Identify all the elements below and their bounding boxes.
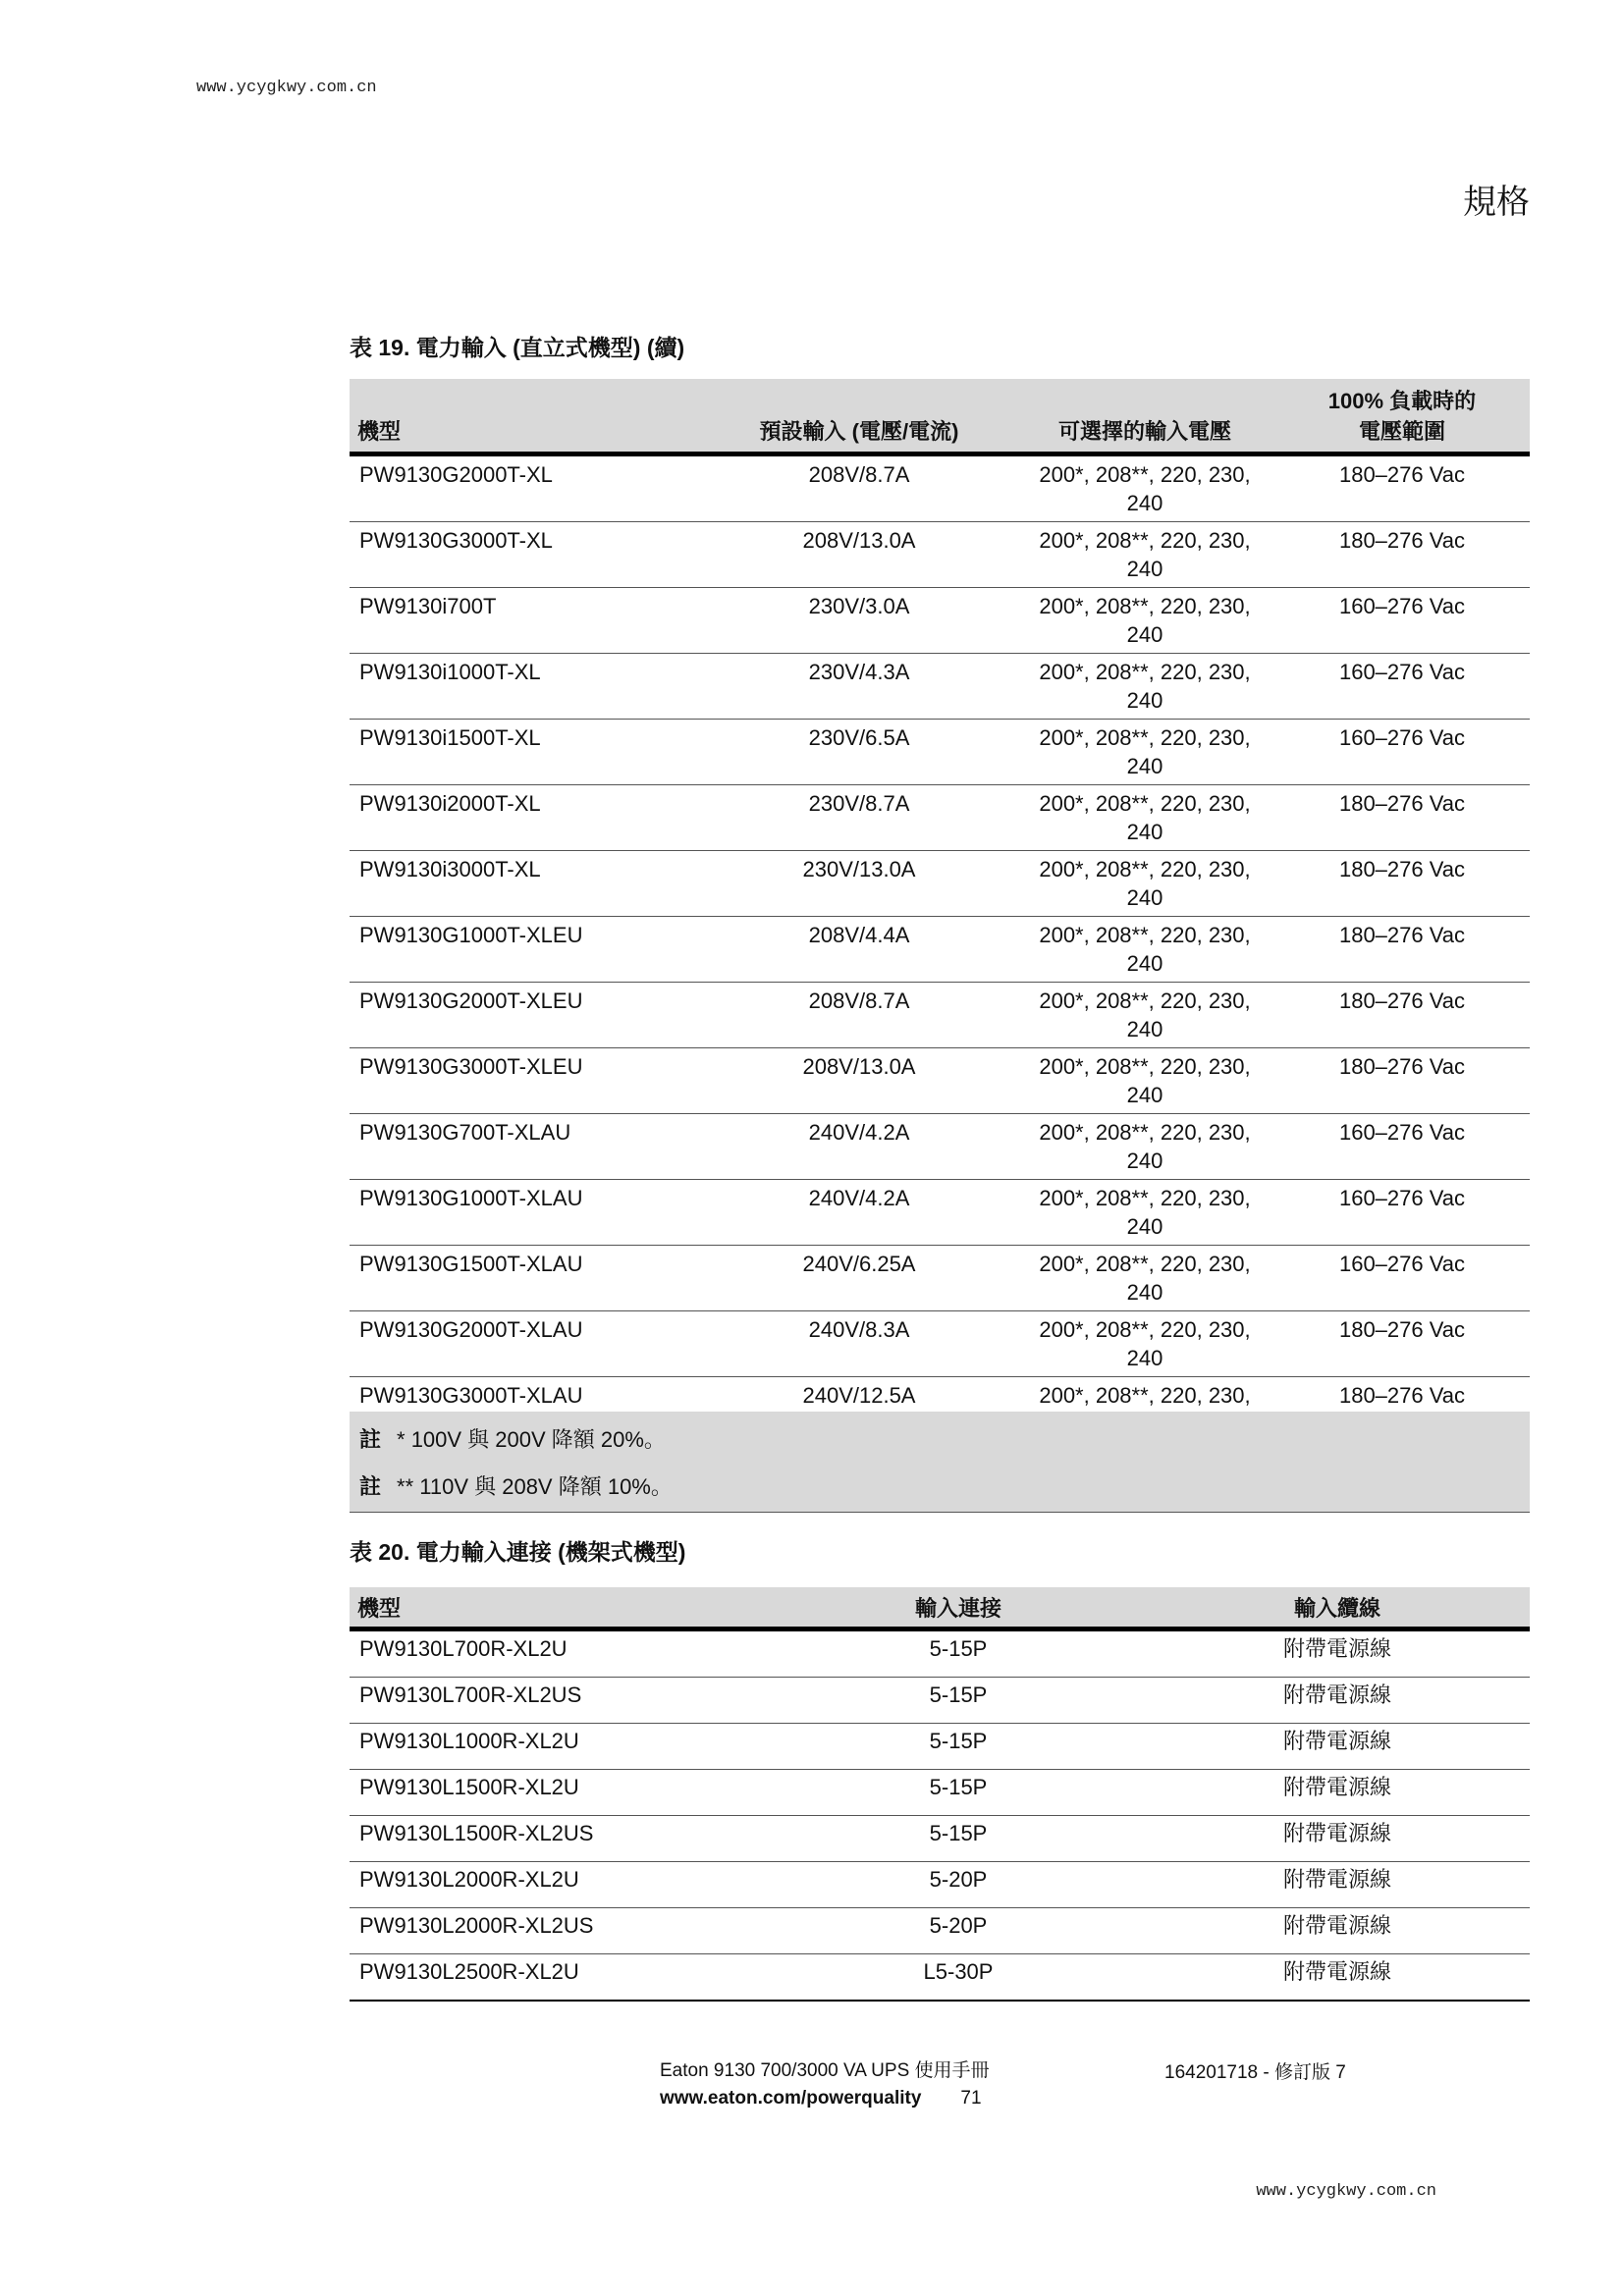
voltages-line1: 200*, 208**, 220, 230, <box>1039 594 1251 618</box>
table-row <box>350 1678 1530 1724</box>
cell-voltage-range: 180–276 Vac <box>1274 1311 1530 1377</box>
table-row <box>350 1048 1530 1114</box>
cell-model: PW9130G1000T-XLAU <box>350 1180 703 1246</box>
cell-default-input: 230V/8.7A <box>703 785 1015 851</box>
cell-input-cable: 附帶電源線 <box>1145 1954 1530 2002</box>
cell-model: PW9130G1500T-XLAU <box>350 1246 703 1311</box>
cell-model: PW9130L2000R-XL2US <box>350 1908 772 1954</box>
cell-selectable-voltages <box>1015 720 1274 785</box>
voltages-line2: 240 <box>1126 1214 1163 1239</box>
voltages-line2: 240 <box>1126 491 1163 515</box>
cell-input-connection: 5-20P <box>772 1862 1145 1908</box>
note-label: 註 <box>359 1474 382 1499</box>
voltages-line2: 240 <box>1126 951 1163 976</box>
table19-notes <box>350 1412 1530 1513</box>
watermark-url-top: www.ycygkwy.com.cn <box>196 79 377 97</box>
header-model: 機型 <box>350 379 703 454</box>
cell-selectable-voltages <box>1015 522 1274 588</box>
voltages-line1: 200*, 208**, 220, 230, <box>1039 1054 1251 1079</box>
voltages-line1: 200*, 208**, 220, 230, <box>1039 1120 1251 1145</box>
footer-left <box>660 2057 990 2112</box>
cell-selectable-voltages <box>1015 654 1274 720</box>
cell-default-input: 208V/8.7A <box>703 983 1015 1048</box>
voltages-line2: 240 <box>1126 820 1163 844</box>
header-input-cable: 輸入纜線 <box>1145 1587 1530 1629</box>
voltages-line1: 200*, 208**, 220, 230, <box>1039 1317 1251 1342</box>
cell-voltage-range: 180–276 Vac <box>1274 454 1530 522</box>
voltages-line1: 200*, 208**, 220, 230, <box>1039 791 1251 816</box>
cell-model: PW9130L1500R-XL2US <box>350 1816 772 1862</box>
cell-input-cable: 附帶電源線 <box>1145 1862 1530 1908</box>
cell-default-input: 240V/6.25A <box>703 1246 1015 1311</box>
cell-input-connection: 5-15P <box>772 1770 1145 1816</box>
header-voltage-range-line1: 100% 負載時的 <box>1327 389 1477 413</box>
cell-selectable-voltages <box>1015 1246 1274 1311</box>
cell-default-input: 208V/8.7A <box>703 454 1015 522</box>
table-row <box>350 1954 1530 2002</box>
header-default-input: 預設輸入 (電壓/電流) <box>703 379 1015 454</box>
watermark-url-bottom: www.ycygkwy.com.cn <box>1256 2182 1436 2201</box>
table-row <box>350 983 1530 1048</box>
table-row <box>350 454 1530 522</box>
header-model: 機型 <box>350 1587 772 1629</box>
cell-default-input: 208V/4.4A <box>703 917 1015 983</box>
table-row <box>350 1629 1530 1678</box>
cell-input-connection: 5-20P <box>772 1908 1145 1954</box>
cell-voltage-range: 180–276 Vac <box>1274 785 1530 851</box>
section-title: 規格 <box>1463 184 1530 221</box>
cell-input-connection: 5-15P <box>772 1678 1145 1724</box>
voltages-line2: 240 <box>1126 1017 1163 1041</box>
voltages-line1: 200*, 208**, 220, 230, <box>1039 923 1251 947</box>
header-selectable-voltages: 可選擇的輸入電壓 <box>1015 379 1274 454</box>
table20-caption: 表 20. 電力輸入連接 (機架式機型) <box>350 1539 686 1565</box>
page-number: 71 <box>960 2088 982 2109</box>
voltages-line1: 200*, 208**, 220, 230, <box>1039 528 1251 553</box>
cell-selectable-voltages <box>1015 1311 1274 1377</box>
voltages-line2: 240 <box>1126 622 1163 647</box>
cell-model: PW9130L1000R-XL2U <box>350 1724 772 1770</box>
cell-voltage-range: 180–276 Vac <box>1274 851 1530 917</box>
table-row <box>350 1311 1530 1377</box>
cell-selectable-voltages <box>1015 917 1274 983</box>
voltages-line2: 240 <box>1126 754 1163 778</box>
voltages-line1: 200*, 208**, 220, 230, <box>1039 462 1251 487</box>
cell-selectable-voltages <box>1015 785 1274 851</box>
voltages-line1: 200*, 208**, 220, 230, <box>1039 1186 1251 1210</box>
voltages-line1: 200*, 208**, 220, 230, <box>1039 988 1251 1013</box>
voltages-line1: 200*, 208**, 220, 230, <box>1039 1252 1251 1276</box>
voltages-line1: 200*, 208**, 220, 230, <box>1039 660 1251 684</box>
note-2 <box>359 1470 673 1501</box>
voltages-line2: 240 <box>1126 688 1163 713</box>
cell-model: PW9130i2000T-XL <box>350 785 703 851</box>
voltages-line2: 240 <box>1126 1280 1163 1305</box>
cell-model: PW9130L1500R-XL2U <box>350 1770 772 1816</box>
cell-selectable-voltages <box>1015 851 1274 917</box>
table-row <box>350 588 1530 654</box>
table-row <box>350 917 1530 983</box>
cell-voltage-range: 160–276 Vac <box>1274 1114 1530 1180</box>
cell-model: PW9130i700T <box>350 588 703 654</box>
header-input-connection: 輸入連接 <box>772 1587 1145 1629</box>
cell-voltage-range: 180–276 Vac <box>1274 1048 1530 1114</box>
cell-input-cable: 附帶電源線 <box>1145 1724 1530 1770</box>
cell-input-connection: 5-15P <box>772 1629 1145 1678</box>
cell-model: PW9130G2000T-XL <box>350 454 703 522</box>
cell-model: PW9130i1000T-XL <box>350 654 703 720</box>
table-row <box>350 1180 1530 1246</box>
cell-input-connection: L5-30P <box>772 1954 1145 2002</box>
cell-selectable-voltages <box>1015 588 1274 654</box>
voltages-line2: 240 <box>1126 1148 1163 1173</box>
header-voltage-range-line2: 電壓範圍 <box>1358 419 1445 444</box>
footer-revision: 164201718 - 修訂版 7 <box>1164 2062 1346 2083</box>
table-header-row <box>350 1587 1530 1629</box>
voltages-line2: 240 <box>1126 557 1163 581</box>
table-row <box>350 1770 1530 1816</box>
table-row <box>350 1862 1530 1908</box>
cell-selectable-voltages <box>1015 1114 1274 1180</box>
table-row <box>350 522 1530 588</box>
voltages-line2: 240 <box>1126 885 1163 910</box>
table-row <box>350 1114 1530 1180</box>
cell-voltage-range: 180–276 Vac <box>1274 983 1530 1048</box>
cell-voltage-range: 160–276 Vac <box>1274 1180 1530 1246</box>
cell-voltage-range: 160–276 Vac <box>1274 720 1530 785</box>
cell-voltage-range: 160–276 Vac <box>1274 654 1530 720</box>
cell-model: PW9130i3000T-XL <box>350 851 703 917</box>
footer-website: www.eaton.com/powerquality <box>660 2088 922 2109</box>
cell-default-input: 230V/13.0A <box>703 851 1015 917</box>
cell-default-input: 208V/13.0A <box>703 1048 1015 1114</box>
cell-model: PW9130L700R-XL2U <box>350 1629 772 1678</box>
power-input-connection-rack-table <box>350 1587 1530 2002</box>
cell-default-input: 208V/13.0A <box>703 522 1015 588</box>
table19-body <box>350 454 1530 1445</box>
cell-selectable-voltages <box>1015 983 1274 1048</box>
note-text: * 100V 與 200V 降額 20%。 <box>397 1427 666 1452</box>
cell-model: PW9130G2000T-XLEU <box>350 983 703 1048</box>
cell-default-input: 230V/3.0A <box>703 588 1015 654</box>
table-row <box>350 1724 1530 1770</box>
cell-input-connection: 5-15P <box>772 1816 1145 1862</box>
cell-voltage-range: 180–276 Vac <box>1274 917 1530 983</box>
cell-selectable-voltages <box>1015 454 1274 522</box>
cell-default-input: 230V/4.3A <box>703 654 1015 720</box>
cell-default-input: 230V/6.5A <box>703 720 1015 785</box>
voltages-line1: 200*, 208**, 220, 230, <box>1039 857 1251 881</box>
voltages-line1: 200*, 208**, 220, 230, <box>1039 725 1251 750</box>
table20-body <box>350 1629 1530 2002</box>
cell-selectable-voltages <box>1015 1180 1274 1246</box>
cell-model: PW9130G2000T-XLAU <box>350 1311 703 1377</box>
table-row <box>350 720 1530 785</box>
cell-model: PW9130G1000T-XLEU <box>350 917 703 983</box>
table-row <box>350 1816 1530 1862</box>
table-row <box>350 654 1530 720</box>
cell-model: PW9130L2500R-XL2U <box>350 1954 772 2002</box>
cell-default-input: 240V/4.2A <box>703 1114 1015 1180</box>
table-row <box>350 851 1530 917</box>
cell-default-input: 240V/8.3A <box>703 1311 1015 1377</box>
voltages-line2: 240 <box>1126 1083 1163 1107</box>
cell-input-cable: 附帶電源線 <box>1145 1629 1530 1678</box>
cell-model: PW9130i1500T-XL <box>350 720 703 785</box>
cell-voltage-range: 180–276 Vac <box>1274 522 1530 588</box>
table19-caption: 表 19. 電力輸入 (直立式機型) (續) <box>350 335 685 360</box>
cell-selectable-voltages <box>1015 1048 1274 1114</box>
voltages-line2: 240 <box>1126 1346 1163 1370</box>
cell-model: PW9130G3000T-XL <box>350 522 703 588</box>
voltages-line1: 200*, 208**, 220, 230, <box>1039 1383 1251 1408</box>
cell-input-cable: 附帶電源線 <box>1145 1816 1530 1862</box>
cell-voltage-range: 180–276 Vac <box>1274 1377 1530 1445</box>
table-row <box>350 1246 1530 1311</box>
cell-input-connection: 5-15P <box>772 1724 1145 1770</box>
note-label: 註 <box>359 1427 382 1452</box>
cell-model: PW9130G3000T-XLAU <box>350 1377 703 1445</box>
cell-voltage-range: 160–276 Vac <box>1274 1246 1530 1311</box>
cell-model: PW9130L2000R-XL2U <box>350 1862 772 1908</box>
table-row <box>350 785 1530 851</box>
cell-voltage-range: 160–276 Vac <box>1274 588 1530 654</box>
cell-model: PW9130G3000T-XLEU <box>350 1048 703 1114</box>
note-1 <box>359 1423 666 1454</box>
cell-input-cable: 附帶電源線 <box>1145 1678 1530 1724</box>
table-header-row <box>350 379 1530 454</box>
power-input-tower-table <box>350 379 1530 1446</box>
cell-input-cable: 附帶電源線 <box>1145 1770 1530 1816</box>
cell-input-cable: 附帶電源線 <box>1145 1908 1530 1954</box>
cell-default-input: 240V/4.2A <box>703 1180 1015 1246</box>
cell-model: PW9130G700T-XLAU <box>350 1114 703 1180</box>
cell-model: PW9130L700R-XL2US <box>350 1678 772 1724</box>
cell-default-input: 240V/12.5A <box>703 1377 1015 1445</box>
footer-manual-title: Eaton 9130 700/3000 VA UPS 使用手冊 <box>660 2060 990 2081</box>
table-row <box>350 1908 1530 1954</box>
header-voltage-range <box>1274 379 1530 454</box>
note-text: ** 110V 與 208V 降額 10%。 <box>397 1474 673 1499</box>
